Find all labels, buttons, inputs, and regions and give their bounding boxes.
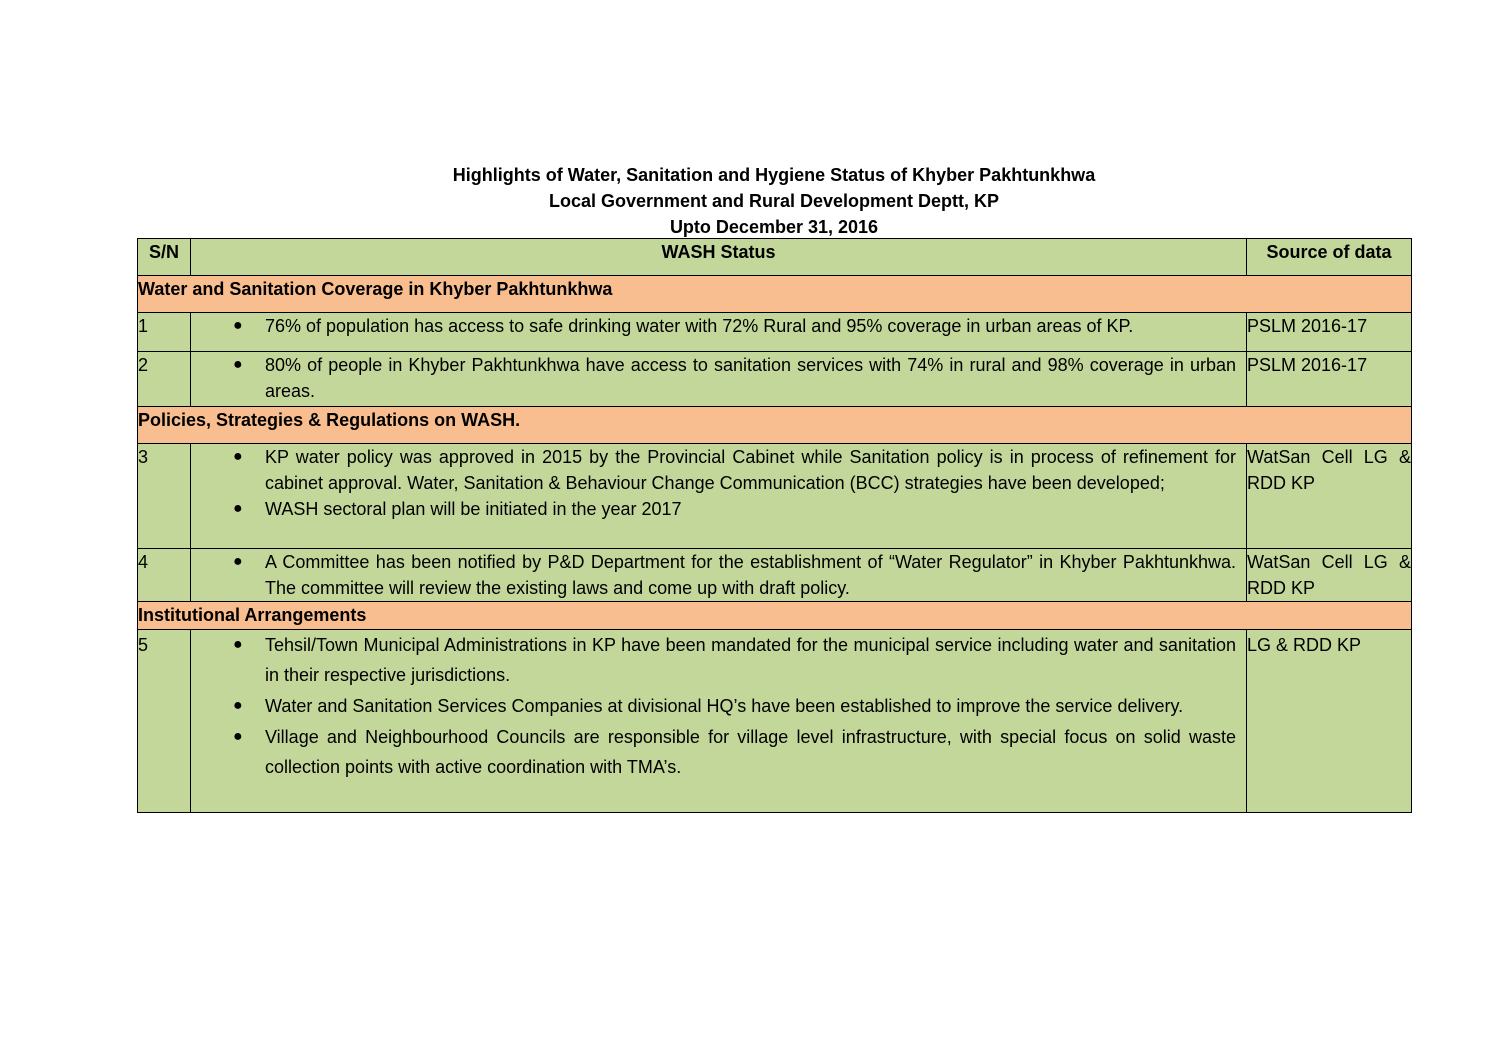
bullet-icon: ● — [233, 553, 243, 570]
title-line-3: Upto December 31, 2016 — [669, 217, 879, 237]
header-wash-status: WASH Status — [191, 239, 1247, 276]
section-title: Water and Sanitation Coverage in Khyber Pakhtunkhwa — [138, 276, 1412, 313]
row-status — [191, 549, 1247, 602]
header-source: Source of data — [1247, 239, 1412, 276]
bullet-icon: ● — [233, 356, 243, 373]
bullet-text: Tehsil/Town Municipal Administrations in KP have been mandated for the municipal service including water and sanitation in their respective jurisdictions. — [265, 635, 1236, 685]
row-sn: 5 — [138, 630, 191, 813]
bullet-item — [191, 444, 1246, 496]
bullet-item — [191, 630, 1246, 691]
row-status — [191, 313, 1247, 352]
bullet-icon: ● — [233, 697, 243, 714]
bullet-icon: ● — [233, 728, 243, 745]
bullet-item — [191, 549, 1246, 601]
row-sn: 4 — [138, 549, 191, 602]
row-source: WatSan Cell LG & RDD KP — [1247, 549, 1412, 602]
table-row — [138, 352, 1412, 407]
table-row — [138, 549, 1412, 602]
section-title: Institutional Arrangements — [138, 602, 1412, 630]
row-status — [191, 352, 1247, 407]
row-status — [191, 444, 1247, 549]
row-source: LG & RDD KP — [1247, 630, 1412, 813]
title-line-1: Highlights of Water, Sanitation and Hygiene Status of Khyber Pakhtunkhwa — [452, 165, 1096, 185]
bullet-icon: ● — [233, 500, 243, 517]
section-title: Policies, Strategies & Regulations on WASH. — [138, 407, 1412, 444]
table-row — [138, 630, 1412, 813]
row-sn: 3 — [138, 444, 191, 549]
bullet-item — [191, 722, 1246, 783]
bullet-item — [191, 352, 1246, 404]
document-titles — [137, 162, 1411, 240]
section-row — [138, 276, 1412, 313]
row-sn: 1 — [138, 313, 191, 352]
row-status — [191, 630, 1247, 813]
row-source: WatSan Cell LG & RDD KP — [1247, 444, 1412, 549]
section-row — [138, 407, 1412, 444]
bullet-text: KP water policy was approved in 2015 by the Provincial Cabinet while Sanitation policy is in process of refinement for cabinet approval. Water, Sanitation & Behaviour Change Communication (BCC) strategies have been developed; — [265, 447, 1236, 493]
table-header-row — [138, 239, 1412, 276]
bullet-text: A Committee has been notified by P&D Department for the establishment of “Water Regulator” in Khyber Pakhtunkhwa. The committee will review the existing laws and come up with draft policy. — [265, 552, 1236, 598]
table-row — [138, 444, 1412, 549]
row-source: PSLM 2016-17 — [1247, 352, 1412, 407]
bullet-item — [191, 313, 1246, 339]
bullet-icon: ● — [233, 636, 243, 653]
row-sn: 2 — [138, 352, 191, 407]
bullet-text: 80% of people in Khyber Pakhtunkhwa have access to sanitation services with 74% in rural and 98% coverage in urban areas. — [265, 355, 1236, 401]
bullet-icon: ● — [233, 317, 243, 334]
wash-status-table — [137, 238, 1412, 813]
section-row — [138, 602, 1412, 630]
header-sn: S/N — [138, 239, 191, 276]
bullet-text: Village and Neighbourhood Councils are responsible for village level infrastructure, with special focus on solid waste collection points with active coordination with TMA’s. — [265, 727, 1236, 777]
table-row — [138, 313, 1412, 352]
bullet-icon: ● — [233, 448, 243, 465]
bullet-item — [191, 691, 1246, 722]
bullet-text: 76% of population has access to safe drinking water with 72% Rural and 95% coverage in urban areas of KP. — [265, 316, 1134, 336]
bullet-text: Water and Sanitation Services Companies at divisional HQ’s have been established to improve the service delivery. — [265, 696, 1184, 716]
title-line-2: Local Government and Rural Development Deptt, KP — [548, 191, 1000, 211]
bullet-text: WASH sectoral plan will be initiated in the year 2017 — [265, 499, 682, 519]
row-source: PSLM 2016-17 — [1247, 313, 1412, 352]
bullet-item — [191, 496, 1246, 522]
